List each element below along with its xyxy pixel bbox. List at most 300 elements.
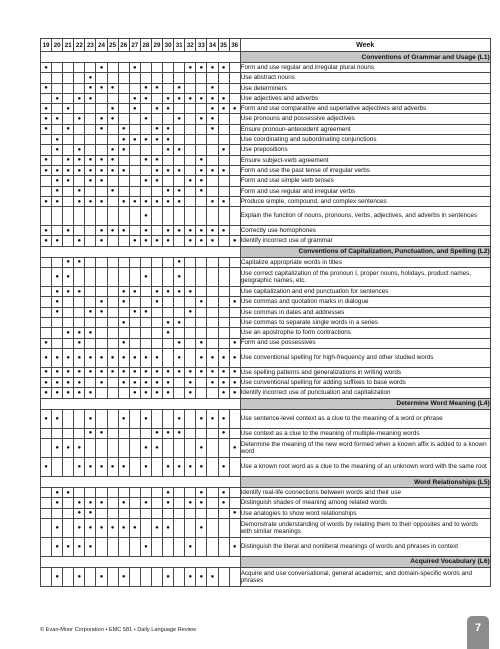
week-mark-empty [129, 338, 140, 348]
week-mark-empty [163, 307, 174, 317]
week-mark-empty [118, 207, 129, 226]
week-mark-empty [129, 409, 140, 428]
week-mark-empty [74, 207, 85, 226]
week-mark-empty [207, 135, 218, 145]
standard-row [41, 348, 491, 367]
week-mark-empty [74, 297, 85, 307]
standard-row [41, 176, 491, 186]
week-mark-dot: ● [85, 388, 96, 398]
week-mark-empty [207, 155, 218, 165]
week-mark-dot: ● [41, 196, 52, 206]
week-mark-empty [107, 257, 118, 267]
week-mark-empty [218, 135, 229, 145]
week-mark-empty [229, 124, 240, 134]
week-mark-dot: ● [41, 104, 52, 114]
week-mark-empty [85, 63, 96, 73]
week-mark-empty [151, 145, 162, 155]
week-mark-dot: ● [129, 378, 140, 388]
week-mark-empty [85, 124, 96, 134]
week-mark-dot: ● [196, 226, 207, 236]
week-mark-empty [107, 307, 118, 317]
week-mark-empty [118, 114, 129, 124]
week-mark-dot: ● [96, 567, 107, 586]
week-number: 21 [63, 39, 74, 52]
week-mark-empty [74, 73, 85, 83]
standard-description: Use sentence-level context as a clue to the meaning of a word or phrase [240, 409, 490, 428]
week-mark-dot: ● [85, 508, 96, 518]
week-mark-dot: ● [196, 488, 207, 498]
week-mark-dot: ● [196, 155, 207, 165]
week-mark-empty [218, 268, 229, 287]
standard-row [41, 145, 491, 155]
week-mark-dot: ● [151, 196, 162, 206]
week-mark-dot: ● [163, 498, 174, 508]
week-mark-empty [140, 317, 151, 327]
week-mark-empty [118, 328, 129, 338]
week-mark-empty [174, 104, 185, 114]
week-mark-dot: ● [140, 196, 151, 206]
standard-row [41, 317, 491, 327]
week-mark-empty [52, 328, 63, 338]
week-mark-dot: ● [74, 518, 85, 537]
week-mark-empty [63, 307, 74, 317]
standard-row [41, 367, 491, 377]
week-mark-empty [218, 124, 229, 134]
week-mark-empty [41, 439, 52, 458]
week-mark-dot: ● [196, 338, 207, 348]
week-mark-dot: ● [218, 367, 229, 377]
week-mark-dot: ● [218, 409, 229, 428]
week-mark-empty [41, 73, 52, 83]
week-mark-dot: ● [140, 176, 151, 186]
week-mark-dot: ● [96, 226, 107, 236]
week-mark-dot: ● [41, 124, 52, 134]
standard-description: Acquire and use conversational, general academic, and domain-specific words and phrases [240, 567, 490, 586]
week-mark-empty [129, 165, 140, 175]
week-mark-empty [229, 567, 240, 586]
week-mark-empty [52, 124, 63, 134]
week-mark-empty [140, 165, 151, 175]
week-number: 24 [96, 39, 107, 52]
week-mark-empty [196, 268, 207, 287]
week-mark-empty [74, 226, 85, 236]
week-mark-dot: ● [74, 236, 85, 246]
week-number: 29 [151, 39, 162, 52]
week-mark-dot: ● [163, 93, 174, 103]
week-mark-empty [63, 63, 74, 73]
week-mark-dot: ● [74, 165, 85, 175]
week-mark-empty [140, 488, 151, 498]
week-mark-dot: ● [41, 378, 52, 388]
week-mark-dot: ● [85, 165, 96, 175]
week-mark-empty [174, 207, 185, 226]
week-mark-dot: ● [118, 196, 129, 206]
week-mark-dot: ● [163, 196, 174, 206]
week-mark-empty [96, 287, 107, 297]
week-mark-dot: ● [185, 93, 196, 103]
week-mark-dot: ● [196, 367, 207, 377]
week-mark-empty [163, 537, 174, 556]
week-mark-empty [229, 488, 240, 498]
week-mark-dot: ● [151, 155, 162, 165]
week-mark-empty [218, 317, 229, 327]
week-mark-empty [107, 73, 118, 83]
week-mark-dot: ● [85, 307, 96, 317]
standard-description: Use commas in dates and addresses [240, 307, 490, 317]
week-mark-empty [52, 207, 63, 226]
week-mark-empty [174, 307, 185, 317]
standard-row [41, 83, 491, 93]
standard-description: Form and use regular and irregular verbs [240, 186, 490, 196]
week-mark-dot: ● [129, 104, 140, 114]
week-mark-empty [185, 409, 196, 428]
week-mark-empty [140, 328, 151, 338]
week-mark-empty [185, 135, 196, 145]
week-mark-empty [52, 226, 63, 236]
week-mark-dot: ● [96, 83, 107, 93]
week-mark-dot: ● [118, 135, 129, 145]
week-mark-dot: ● [85, 155, 96, 165]
week-mark-empty [129, 508, 140, 518]
week-mark-empty [118, 428, 129, 438]
week-mark-dot: ● [96, 458, 107, 477]
week-mark-empty [207, 428, 218, 438]
week-mark-dot: ● [174, 186, 185, 196]
week-mark-dot: ● [140, 378, 151, 388]
week-mark-empty [129, 257, 140, 267]
week-mark-dot: ● [96, 114, 107, 124]
standard-row [41, 328, 491, 338]
week-mark-dot: ● [163, 135, 174, 145]
week-mark-dot: ● [41, 338, 52, 348]
week-mark-empty [107, 508, 118, 518]
week-mark-empty [118, 63, 129, 73]
week-mark-empty [174, 328, 185, 338]
standard-description: Ensure subject-verb agreement [240, 155, 490, 165]
week-mark-empty [207, 287, 218, 297]
standard-description: Form and use regular and irregular plural nouns [240, 63, 490, 73]
week-mark-empty [118, 439, 129, 458]
week-mark-dot: ● [74, 114, 85, 124]
week-mark-empty [140, 186, 151, 196]
week-mark-empty [174, 124, 185, 134]
week-mark-empty [229, 458, 240, 477]
week-mark-empty [185, 165, 196, 175]
week-mark-empty [85, 226, 96, 236]
week-mark-empty [52, 458, 63, 477]
week-mark-dot: ● [196, 63, 207, 73]
week-mark-empty [85, 488, 96, 498]
week-mark-empty [185, 196, 196, 206]
week-mark-dot: ● [229, 439, 240, 458]
week-mark-empty [140, 508, 151, 518]
week-mark-dot: ● [229, 338, 240, 348]
week-mark-dot: ● [129, 518, 140, 537]
week-mark-empty [196, 537, 207, 556]
week-mark-dot: ● [207, 409, 218, 428]
week-mark-dot: ● [96, 124, 107, 134]
week-mark-empty [174, 176, 185, 186]
week-mark-dot: ● [140, 409, 151, 428]
week-mark-empty [107, 409, 118, 428]
week-mark-dot: ● [174, 268, 185, 287]
week-mark-dot: ● [174, 145, 185, 155]
week-mark-dot: ● [41, 165, 52, 175]
standard-description: Ensure pronoun-antecedent agreement [240, 124, 490, 134]
week-mark-empty [96, 73, 107, 83]
week-mark-empty [196, 317, 207, 327]
week-mark-dot: ● [85, 348, 96, 367]
week-mark-empty [151, 317, 162, 327]
week-mark-dot: ● [52, 236, 63, 246]
week-mark-dot: ● [74, 439, 85, 458]
week-mark-dot: ● [96, 155, 107, 165]
week-mark-empty [196, 145, 207, 155]
week-mark-dot: ● [218, 104, 229, 114]
week-mark-dot: ● [196, 409, 207, 428]
week-mark-dot: ● [174, 287, 185, 297]
standard-description: Identify real-life connections between words and their use [240, 488, 490, 498]
week-mark-dot: ● [107, 367, 118, 377]
week-mark-dot: ● [163, 226, 174, 236]
week-mark-empty [140, 124, 151, 134]
standard-row [41, 135, 491, 145]
week-number: 25 [107, 39, 118, 52]
week-mark-dot: ● [63, 378, 74, 388]
standard-row [41, 257, 491, 267]
week-mark-empty [207, 508, 218, 518]
week-mark-dot: ● [52, 518, 63, 537]
week-mark-dot: ● [118, 287, 129, 297]
week-mark-empty [118, 73, 129, 83]
week-mark-empty [174, 567, 185, 586]
page-number: 7 [467, 616, 489, 649]
week-mark-empty [163, 508, 174, 518]
week-mark-empty [207, 317, 218, 327]
week-mark-empty [52, 155, 63, 165]
week-mark-empty [229, 207, 240, 226]
week-mark-empty [129, 207, 140, 226]
week-number: 20 [52, 39, 63, 52]
week-mark-empty [151, 73, 162, 83]
week-mark-dot: ● [174, 83, 185, 93]
week-mark-empty [140, 297, 151, 307]
week-mark-dot: ● [129, 307, 140, 317]
week-mark-dot: ● [129, 93, 140, 103]
week-mark-empty [229, 518, 240, 537]
week-mark-dot: ● [85, 367, 96, 377]
week-mark-empty [41, 317, 52, 327]
week-mark-empty [218, 73, 229, 83]
week-mark-empty [129, 537, 140, 556]
week-mark-empty [96, 317, 107, 327]
week-mark-empty [163, 63, 174, 73]
week-mark-dot: ● [185, 63, 196, 73]
standard-row [41, 338, 491, 348]
week-mark-dot: ● [85, 458, 96, 477]
section-header-row [41, 398, 491, 409]
week-mark-empty [207, 388, 218, 398]
week-mark-dot: ● [140, 83, 151, 93]
week-mark-empty [63, 114, 74, 124]
week-mark-dot: ● [63, 124, 74, 134]
week-mark-empty [229, 409, 240, 428]
week-mark-empty [52, 73, 63, 83]
week-mark-empty [118, 186, 129, 196]
week-mark-dot: ● [74, 458, 85, 477]
week-mark-dot: ● [207, 367, 218, 377]
week-mark-empty [74, 307, 85, 317]
week-mark-empty [129, 428, 140, 438]
week-mark-dot: ● [151, 439, 162, 458]
week-mark-empty [229, 186, 240, 196]
week-mark-dot: ● [52, 439, 63, 458]
week-mark-empty [151, 498, 162, 508]
standard-row [41, 186, 491, 196]
week-number: 32 [185, 39, 196, 52]
week-mark-empty [218, 114, 229, 124]
week-mark-empty [196, 207, 207, 226]
week-mark-empty [107, 236, 118, 246]
week-mark-empty [129, 268, 140, 287]
week-mark-empty [129, 176, 140, 186]
week-mark-dot: ● [41, 348, 52, 367]
section-header-row [41, 246, 491, 257]
week-mark-empty [63, 297, 74, 307]
week-mark-dot: ● [140, 537, 151, 556]
week-mark-empty [229, 165, 240, 175]
week-mark-dot: ● [85, 93, 96, 103]
week-mark-dot: ● [196, 348, 207, 367]
week-mark-dot: ● [96, 367, 107, 377]
week-mark-dot: ● [96, 176, 107, 186]
week-mark-dot: ● [41, 236, 52, 246]
week-mark-empty [207, 268, 218, 287]
standard-description: Determine the meaning of the new word formed when a known affix is added to a known word [240, 439, 490, 458]
week-mark-empty [118, 268, 129, 287]
week-mark-dot: ● [151, 176, 162, 186]
week-mark-dot: ● [74, 498, 85, 508]
week-number: 27 [129, 39, 140, 52]
week-mark-empty [229, 145, 240, 155]
week-mark-empty [63, 458, 74, 477]
week-mark-dot: ● [207, 93, 218, 103]
week-mark-empty [151, 328, 162, 338]
standard-description: Use commas to separate single words in a series [240, 317, 490, 327]
week-mark-dot: ● [63, 176, 74, 186]
week-mark-dot: ● [118, 409, 129, 428]
week-mark-empty [185, 257, 196, 267]
week-mark-empty [163, 257, 174, 267]
standard-description: Use conventional spelling for high-frequency and other studied words [240, 348, 490, 367]
week-mark-dot: ● [218, 428, 229, 438]
week-mark-empty [107, 317, 118, 327]
week-number: 22 [74, 39, 85, 52]
week-mark-empty [63, 338, 74, 348]
week-mark-empty [74, 409, 85, 428]
week-mark-dot: ● [52, 135, 63, 145]
week-mark-empty [85, 186, 96, 196]
week-mark-dot: ● [129, 196, 140, 206]
week-mark-empty [129, 124, 140, 134]
week-mark-empty [118, 176, 129, 186]
week-mark-dot: ● [52, 498, 63, 508]
week-mark-dot: ● [185, 567, 196, 586]
week-mark-empty [185, 268, 196, 287]
week-mark-empty [41, 537, 52, 556]
week-mark-empty [96, 537, 107, 556]
week-mark-dot: ● [218, 165, 229, 175]
week-mark-empty [174, 388, 185, 398]
week-mark-empty [207, 439, 218, 458]
week-mark-empty [229, 268, 240, 287]
week-mark-empty [74, 176, 85, 186]
week-mark-empty [229, 317, 240, 327]
week-mark-empty [229, 328, 240, 338]
week-mark-empty [207, 458, 218, 477]
week-mark-dot: ● [196, 567, 207, 586]
week-mark-empty [41, 257, 52, 267]
week-mark-dot: ● [229, 367, 240, 377]
week-mark-empty [74, 63, 85, 73]
week-mark-dot: ● [207, 104, 218, 114]
week-mark-empty [52, 508, 63, 518]
section-spacer [41, 556, 241, 567]
week-mark-empty [174, 236, 185, 246]
week-mark-empty [63, 236, 74, 246]
week-mark-dot: ● [63, 155, 74, 165]
week-mark-dot: ● [174, 348, 185, 367]
week-mark-dot: ● [74, 537, 85, 556]
week-mark-dot: ● [185, 176, 196, 186]
week-mark-empty [41, 307, 52, 317]
week-mark-dot: ● [140, 155, 151, 165]
week-mark-empty [52, 83, 63, 93]
week-number: 28 [140, 39, 151, 52]
week-mark-dot: ● [163, 165, 174, 175]
week-mark-dot: ● [85, 328, 96, 338]
week-mark-dot: ● [163, 567, 174, 586]
week-mark-empty [229, 307, 240, 317]
week-mark-dot: ● [174, 338, 185, 348]
standard-description: Use a known root word as a clue to the meaning of an unknown word with the same root [240, 458, 490, 477]
week-mark-empty [129, 439, 140, 458]
week-number: 31 [174, 39, 185, 52]
week-mark-dot: ● [140, 367, 151, 377]
week-mark-empty [185, 338, 196, 348]
week-mark-empty [151, 567, 162, 586]
standard-description: Form and use simple verb tenses [240, 176, 490, 186]
week-mark-dot: ● [196, 458, 207, 477]
week-mark-empty [96, 439, 107, 458]
week-mark-empty [151, 114, 162, 124]
week-mark-empty [151, 488, 162, 498]
week-mark-dot: ● [185, 307, 196, 317]
week-mark-dot: ● [174, 257, 185, 267]
week-mark-empty [63, 93, 74, 103]
week-mark-empty [196, 287, 207, 297]
week-mark-empty [41, 518, 52, 537]
week-mark-dot: ● [174, 409, 185, 428]
week-mark-empty [96, 388, 107, 398]
week-mark-dot: ● [118, 124, 129, 134]
week-mark-dot: ● [129, 348, 140, 367]
week-mark-dot: ● [185, 537, 196, 556]
week-mark-dot: ● [129, 63, 140, 73]
week-mark-dot: ● [63, 165, 74, 175]
week-mark-dot: ● [196, 297, 207, 307]
week-mark-empty [163, 176, 174, 186]
